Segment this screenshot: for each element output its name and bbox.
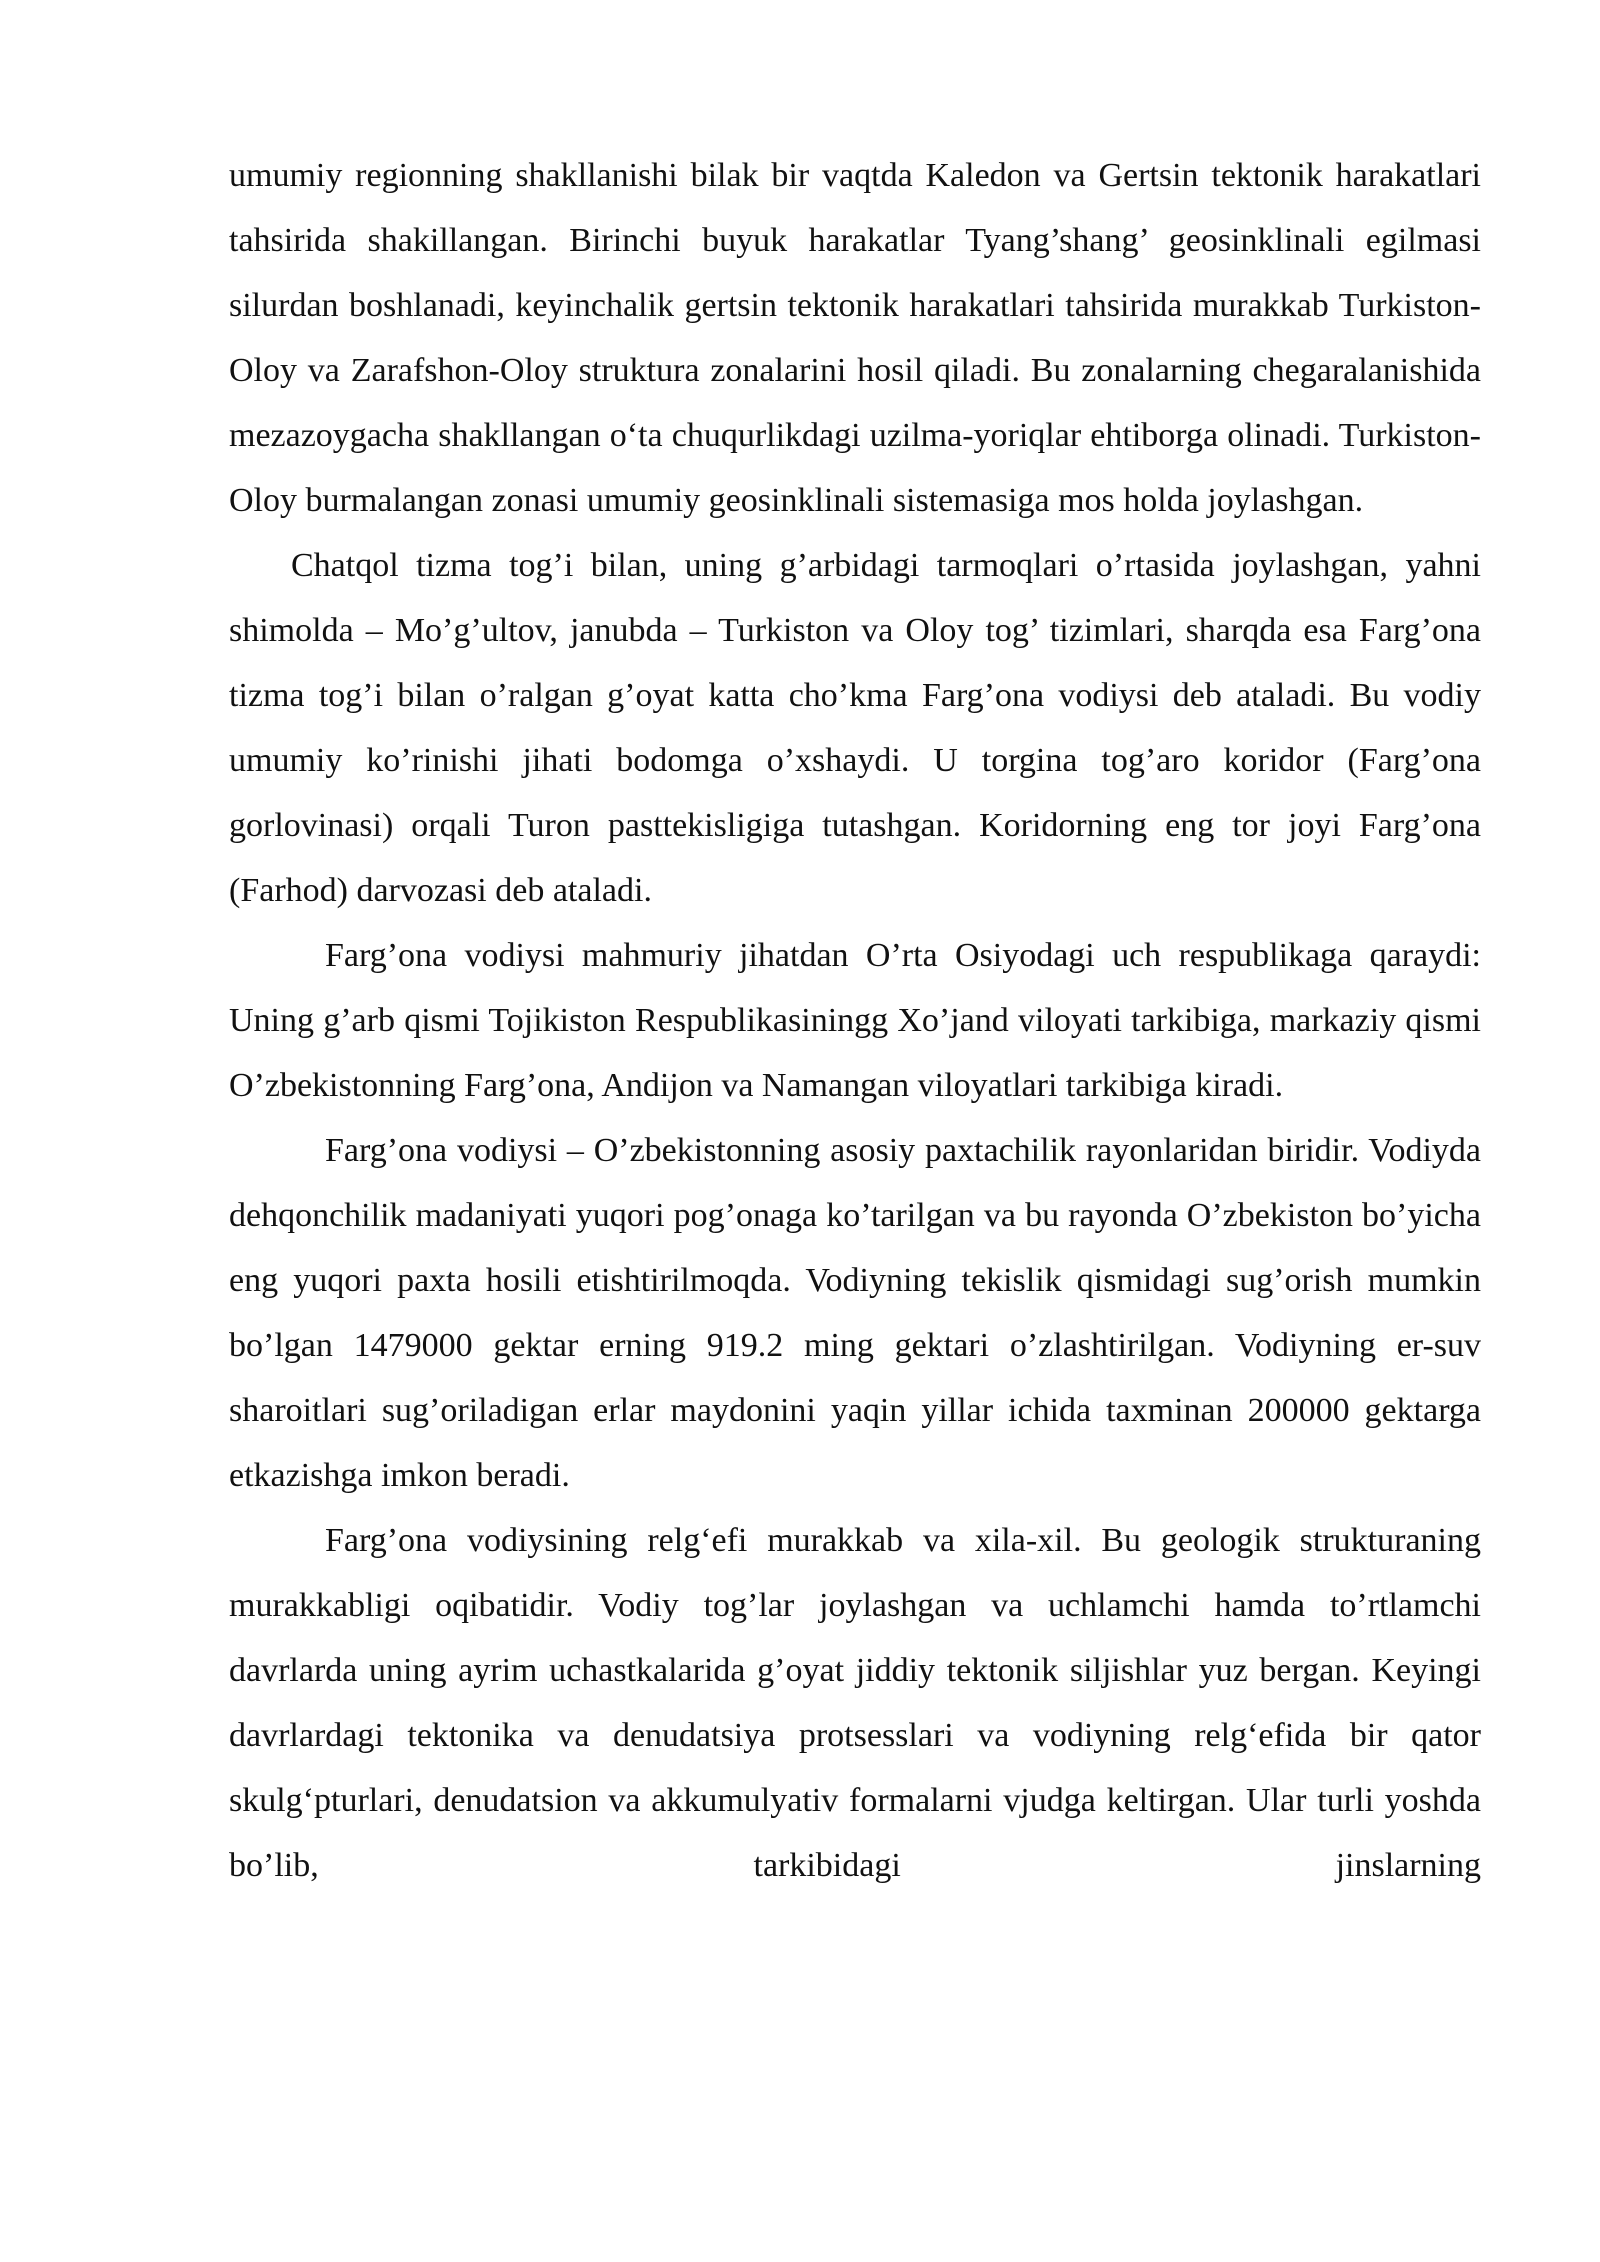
paragraph-cotton-agriculture: Farg’ona vodiysi – O’zbekistonning asosiy paxtachilik rayonlaridan biridir. Vodiyda dehqonchilik madaniyati yuqori pog’onaga ko’tarilgan va bu rayonda O’zbekiston bo’yicha eng yuqori paxta hosili etishtirilmoqda. Vodiyning tekislik qismidagi sug’orish mumkin bo’lgan 1479000 gektar erning 919.2 ming gektari o’zlashtirilgan. Vodiyning er-suv sharoitlari sug’oriladigan erlar maydonini yaqin yillar ichida taxminan 200000 gektarga etkazishga imkon beradi. — [229, 1132, 1481, 1494]
document-page — [229, 143, 1481, 1898]
paragraph-fergana-valley-location: Chatqol tizma tog’i bilan, uning g’arbidagi tarmoqlari o’rtasida joylashgan, yahni shimolda – Mo’g’ultov, janubda – Turkiston va Oloy tog’ tizimlari, sharqda esa Farg’ona tizma tog’i bilan o’ralgan g’oyat katta cho’kma Farg’ona vodiysi deb ataladi. Bu vodiy umumiy ko’rinishi jihati bodomga o’xshaydi. U torgina tog’aro koridor (Farg’ona gorlovinasi) orqali Turon pasttekisligiga tutashgan. Koridorning eng tor joyi Farg’ona (Farhod) darvozasi deb ataladi. — [229, 547, 1481, 909]
paragraph-tectonic-zones: umumiy regionning shakllanishi bilak bir vaqtda Kaledon va Gertsin tektonik harakatlari tahsirida shakillangan. Birinchi buyuk harakatlar Tyang’shang’ geosinklinali egilmasi silurdan boshlanadi, keyinchalik gertsin tektonik harakatlari tahsirida murakkab Turkiston-Oloy va Zarafshon-Oloy struktura zonalarini hosil qiladi. Bu zonalarning chegaralanishida mezazoygacha shakllangan o‘ta chuqurlikdagi uzilma-yoriqlar ehtiborga olinadi. Turkiston-Oloy burmalangan zonasi umumiy geosinklinali sistemasiga mos holda joylashgan. — [229, 157, 1481, 519]
paragraph-relief: Farg’ona vodiysining relg‘efi murakkab va xila-xil. Bu geologik strukturaning murakkabligi oqibatidir. Vodiy tog’lar joylashgan va uchlamchi hamda to’rtlamchi davrlarda uning ayrim uchastkalarida g’oyat jiddiy tektonik siljishlar yuz bergan. Keyingi davrlardagi tektonika va denudatsiya protsesslari va vodiyning relg‘efida bir qator skulg‘pturlari, denudatsion va akkumulyativ formalarni vjudga keltirgan. Ular turli yoshda bo’lib, tarkibidagi jinslarning — [229, 1522, 1481, 1884]
paragraph-administrative-division: Farg’ona vodiysi mahmuriy jihatdan O’rta Osiyodagi uch respublikaga qaraydi: Uning g’arb qismi Tojikiston Respublikasiningg Xo’jand viloyati tarkibiga, markaziy qismi O’zbekistonning Farg’ona, Andijon va Namangan viloyatlari tarkibiga kiradi. — [229, 937, 1481, 1104]
